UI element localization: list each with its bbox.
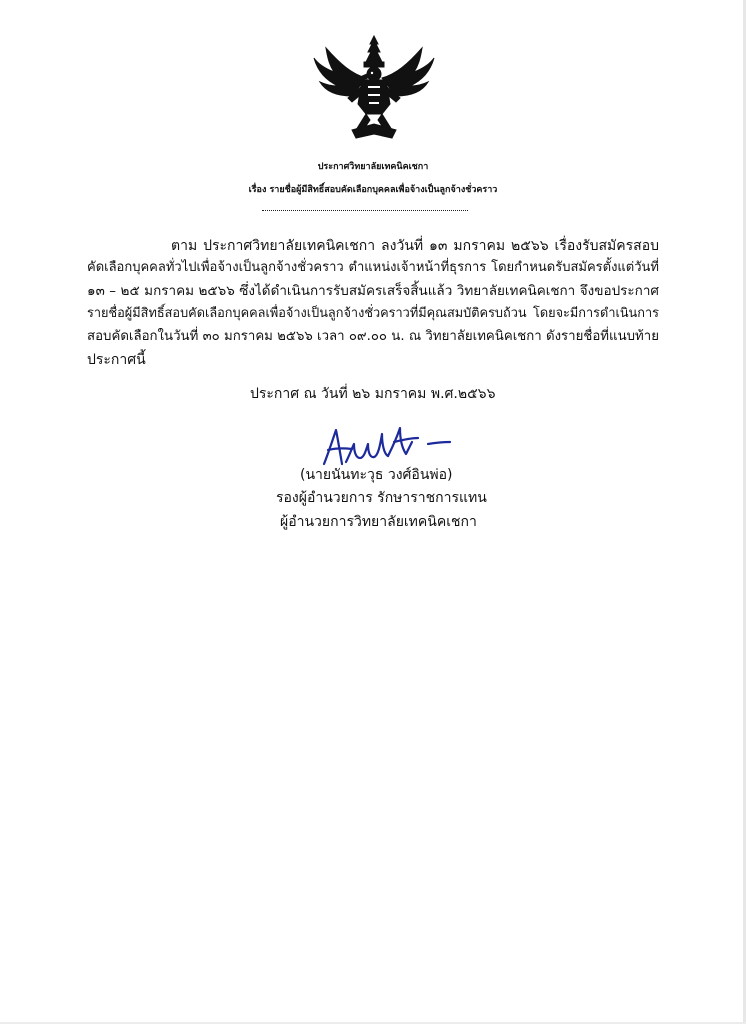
body-line-5: สอบคัดเลือกในวันที่ ๓๐ มกราคม ๒๕๖๖ เวลา ๐๙.๐๐ น. ณ วิทยาลัยเทคนิคเชกา ดังรายชื่อที่แนบท้าย [87,329,659,344]
garuda-emblem-icon [312,34,436,142]
body-line-2: คัดเลือกบุคคลทั่วไปเพื่อจ้างเป็นลูกจ้างชั่วคราว ตำแหน่งเจ้าหน้าที่ธุรการ โดยกำหนดรับสมัครตั้งแต่วันที่ [87,260,659,275]
announcement-subject: เรื่อง รายชื่อผู้มีสิทธิ์สอบคัดเลือกบุคคลเพื่อจ้างเป็นลูกจ้างชั่วคราว [248,185,498,195]
body-line-1: ตาม ประกาศวิทยาลัยเทคนิคเชกา ลงวันที่ ๑๓ มกราคม ๒๕๖๖ เรื่องรับสมัครสอบ [171,238,659,254]
signer-position: รองผู้อำนวยการ รักษาราชการแทน [276,490,487,506]
announcement-title: ประกาศวิทยาลัยเทคนิคเชกา [317,162,429,172]
announcement-date: ประกาศ ณ วันที่ ๒๖ มกราคม พ.ศ.๒๕๖๖ [250,386,496,402]
dotted-divider [262,210,468,211]
signer-title: ผู้อำนวยการวิทยาลัยเทคนิคเชกา [280,514,477,530]
body-line-3: ๑๓ – ๒๕ มกราคม ๒๕๖๖ ซึ่งได้ดำเนินการรับสมัครเสร็จสิ้นแล้ว วิทยาลัยเทคนิคเชกา จึงขอประกาศ [87,283,659,299]
body-line-4: รายชื่อผู้มีสิทธิ์สอบคัดเลือกบุคคลเพื่อจ้างเป็นลูกจ้างชั่วคราวที่มีคุณสมบัติครบถ้วน โดยจะมีการดำเนินการ [87,306,659,321]
signer-name: (นายนันทะวุธ วงศ์อินพ่อ) [300,467,453,483]
body-line-6: ประกาศนี้ [87,352,146,368]
